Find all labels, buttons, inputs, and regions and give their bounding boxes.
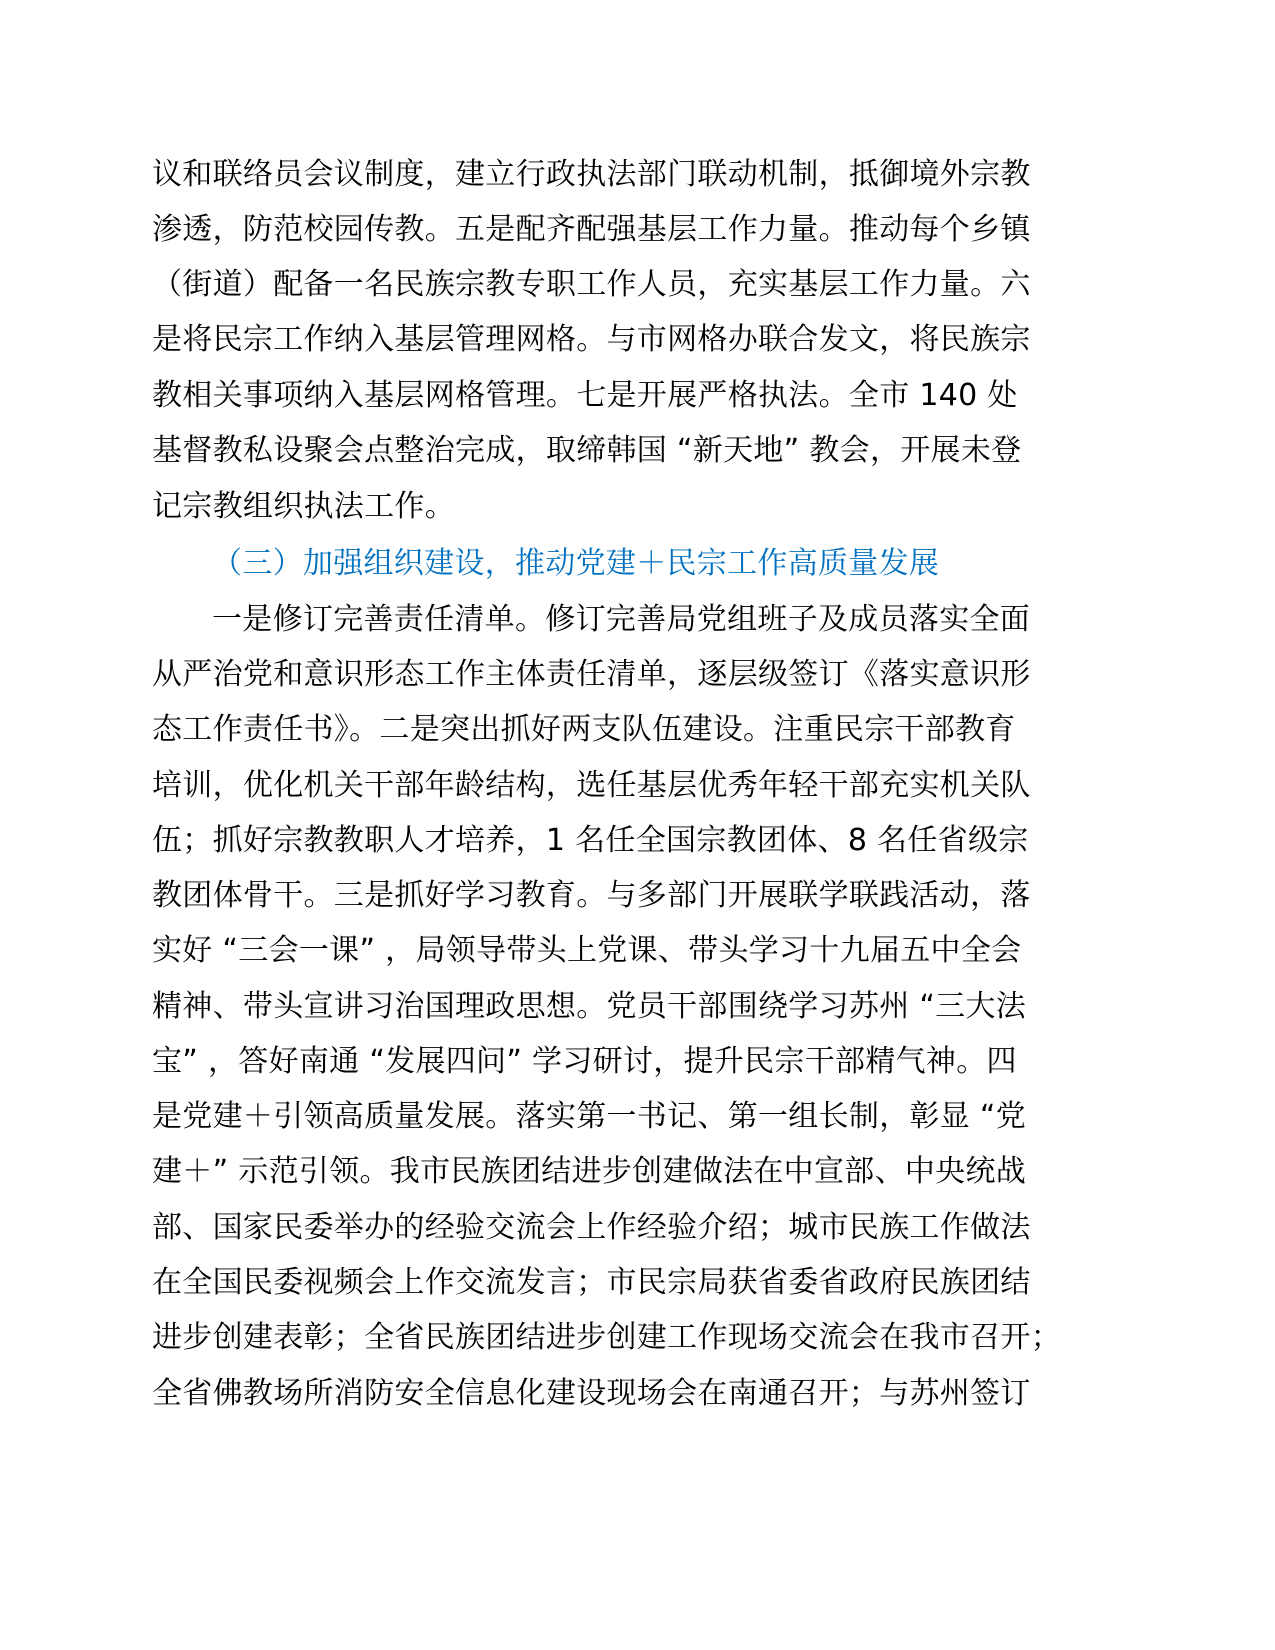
text-line: 从严治党和意识形态工作主体责任清单，逐层级签订《落实意识形 [152,657,1031,692]
text-line: 基督教私设聚会点整治完成，取缔韩国 “新天地” 教会，开展未登 [152,433,1022,468]
text-line: 精神、带头宣讲习治国理政思想。党员干部围绕学习苏州 “三大法 [152,989,1027,1024]
text-line: 渗透，防范校园传教。五是配齐配强基层工作力量。推动每个乡镇 [152,212,1031,247]
text-line: 实好 “三会一课” ，局领导带头上党课、带头学习十九届五中全会 [152,933,1022,968]
text-line: 记宗教组织执法工作。 [152,489,455,524]
text-line: 在全国民委视频会上作交流发言；市民宗局获省委省政府民族团结 [152,1265,1031,1300]
text-line: 是党建＋引领高质量发展。落实第一书记、第一组长制，彰显 “党 [152,1099,1027,1134]
text-line: 建＋” 示范引领。我市民族团结进步创建做法在中宣部、中央统战 [152,1154,1027,1189]
text-line: 议和联络员会议制度，建立行政执法部门联动机制，抵御境外宗教 [152,157,1031,192]
text-line: 教相关事项纳入基层网格管理。七是开展严格执法。全市 140 处 [152,378,1018,413]
text-line: 一是修订完善责任清单。修订完善局党组班子及成员落实全面 [212,602,1031,637]
text-line: 教团体骨干。三是抓好学习教育。与多部门开展联学联践活动，落 [152,878,1031,913]
text-line: 宝” ，答好南通 “发展四问” 学习研讨，提升民宗干部精气神。四 [152,1044,1017,1079]
text-line: 培训，优化机关干部年龄结构，选任基层优秀年轻干部充实机关队 [152,768,1031,803]
text-line: 部、国家民委举办的经验交流会上作经验介绍；城市民族工作做法 [152,1210,1031,1245]
section-heading: （三）加强组织建设，推动党建＋民宗工作高质量发展 [212,546,940,581]
text-line: 进步创建表彰；全省民族团结进步创建工作现场交流会在我市召开； [152,1320,1061,1355]
text-line: 伍；抓好宗教教职人才培养，1 名任全国宗教团体、8 名任省级宗 [152,823,1029,858]
text-line: 是将民宗工作纳入基层管理网格。与市网格办联合发文，将民族宗 [152,322,1031,357]
text-line: （街道）配备一名民族宗教专职工作人员，充实基层工作力量。六 [152,267,1031,302]
text-line: 态工作责任书》。二是突出抓好两支队伍建设。注重民宗干部教育 [152,712,1016,747]
text-line: 全省佛教场所消防安全信息化建设现场会在南通召开；与苏州签订 [152,1376,1031,1411]
